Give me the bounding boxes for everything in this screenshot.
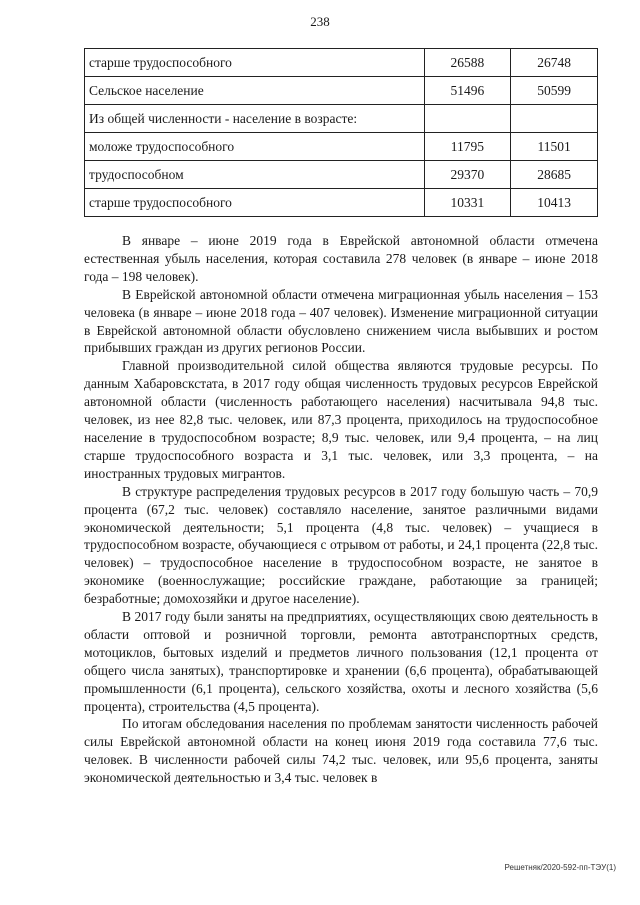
row-label: трудоспособном [85, 161, 425, 189]
paragraph-labor-structure: В структуре распределения трудовых ресурсов в 2017 году большую часть – 70,9 процента (67,2 тыс. человек) составляло население, занятое различными видами экономической деятельности; 5,1 процента (4,8 тыс. человек) – учащиеся в трудоспособном возрасте, обучающиеся с отрывом от работы, и 24,1 процента (22,8 тыс. человек) – трудоспособное население в трудоспособном возрасте, не занятое в экономике (военнослужащие; российские граждане, работающие за границей; безработные; домохозяйки и другое население). [84, 483, 598, 607]
value-2018: 26588 [424, 49, 511, 77]
table-row [85, 133, 598, 161]
paragraph-natural-decline: В январе – июне 2019 года в Еврейской автономной области отмечена естественная убыль населения, которая составила 278 человек (в январе – июне 2018 года – 198 человек). [84, 233, 598, 284]
value-2019: 11501 [511, 133, 598, 161]
value-2019: 26748 [511, 49, 598, 77]
value-2019 [511, 105, 598, 133]
page-number: 238 [310, 14, 330, 29]
table-row [85, 77, 598, 105]
document-reference: Решетняк/2020-592-пп-ТЭУ(1) [504, 863, 616, 872]
table-row [85, 49, 598, 77]
value-2018: 11795 [424, 133, 511, 161]
row-label: моложе трудоспособного [85, 133, 425, 161]
paragraph-labor-survey: По итогам обследования населения по проблемам занятости численность рабочей силы Еврейской автономной области на конец июня 2019 года составила 77,6 тыс. человек. В численности рабочей силы 74,2 тыс. человек, или 95,6 процента, заняты экономической деятельностью и 3,4 тыс. человек в [84, 716, 598, 786]
population-table [84, 48, 598, 217]
table-row [85, 189, 598, 217]
value-2018 [424, 105, 511, 133]
table-row [85, 161, 598, 189]
body-text [84, 232, 598, 787]
value-2018: 51496 [424, 77, 511, 105]
paragraph-migration: В Еврейской автономной области отмечена миграционная убыль населения – 153 человека (в январе – июне 2018 года – 407 человек). Изменение миграционной ситуации в Еврейской автономной области обусловлено снижением числа выбывших и ростом прибывших граждан из других регионов России. [84, 286, 598, 356]
table-row [85, 105, 598, 133]
row-label: Из общей численности - население в возрасте: [85, 105, 425, 133]
row-label: Сельское население [85, 77, 425, 105]
value-2019: 50599 [511, 77, 598, 105]
value-2019: 10413 [511, 189, 598, 217]
row-label: старше трудоспособного [85, 189, 425, 217]
value-2019: 28685 [511, 161, 598, 189]
paragraph-employment-sectors: В 2017 году были заняты на предприятиях, осуществляющих свою деятельность в области оптовой и розничной торговли, ремонта автотранспортных средств, мотоциклов, бытовых изделий и предметов личного пользования (12,1 процента от общего числа занятых), транспортировке и хранении (6,6 процента), обрабатывающей промышленности (6,1 процента), сельского хозяйства, охоты и лесного хозяйства (5,6 процента), строительства (4,5 процента). [84, 609, 598, 714]
paragraph-labor-resources: Главной производительной силой общества являются трудовые ресурсы. По данным Хабаровскстата, в 2017 году общая численность трудовых ресурсов Еврейской автономной области (численность работающего населения) насчитывала 94,8 тыс. человек, из нее 82,8 тыс. человек, или 87,3 процента, приходилось на трудоспособное население в трудоспособном возрасте; 8,9 тыс. человек, или 9,4 процента, – на лиц старше трудоспособного возраста и 3,1 тыс. человек, или 3,3 процента, – на иностранных трудовых мигрантов. [84, 358, 598, 481]
value-2018: 29370 [424, 161, 511, 189]
row-label: старше трудоспособного [85, 49, 425, 77]
value-2018: 10331 [424, 189, 511, 217]
